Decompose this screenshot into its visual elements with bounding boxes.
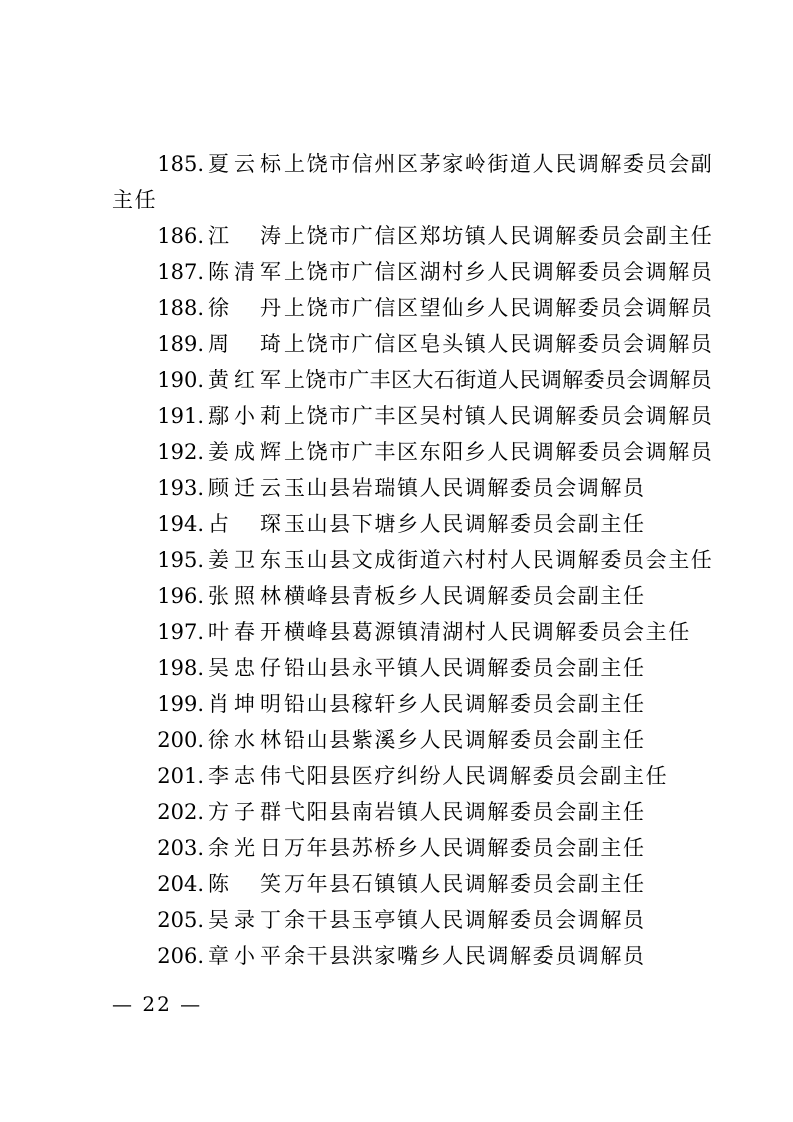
entry-number: 206.	[157, 944, 204, 968]
entry-name: 顾迁云	[208, 476, 282, 500]
list-item	[112, 290, 712, 326]
entry-name: 徐 丹	[208, 296, 282, 320]
entry-description: 玉山县岩瑞镇人民调解委员会调解员	[284, 476, 646, 500]
entry-description: 铅山县紫溪乡人民调解委员会副主任	[284, 728, 646, 752]
entry-name: 姜成辉	[208, 440, 282, 464]
entry-description: 上饶市广丰区东阳乡人民调解委员会调解员	[284, 440, 714, 464]
entry-name: 徐水林	[208, 728, 282, 752]
entry-number: 204.	[157, 872, 204, 896]
entry-name: 叶春开	[208, 620, 282, 644]
entry-number: 201.	[157, 764, 204, 788]
entry-description: 铅山县稼轩乡人民调解委员会副主任	[284, 692, 646, 716]
entry-description: 玉山县下塘乡人民调解委员会副主任	[284, 512, 646, 536]
entry-name: 黄红军	[208, 368, 282, 392]
entry-description: 上饶市信州区茅家岭街道人民调解委员会副	[284, 152, 714, 176]
entry-number: 189.	[157, 332, 204, 356]
list-item	[112, 542, 712, 578]
list-item	[112, 146, 712, 218]
entry-name: 方子群	[208, 800, 282, 824]
entry-description: 上饶市广丰区大石街道人民调解委员会调解员	[284, 368, 712, 392]
entry-name: 陈清军	[208, 260, 282, 284]
entry-description: 上饶市广信区皂头镇人民调解委员会调解员	[284, 332, 714, 356]
entry-name: 肖坤明	[208, 692, 282, 716]
entry-name: 周 琦	[208, 332, 282, 356]
list-item	[112, 650, 712, 686]
list-item	[112, 506, 712, 542]
entry-number: 203.	[157, 836, 204, 860]
entry-description: 弋阳县医疗纠纷人民调解委员会副主任	[284, 764, 669, 788]
entry-number: 196.	[157, 584, 204, 608]
list-item	[112, 614, 712, 650]
list-item	[112, 758, 712, 794]
entry-number: 195.	[157, 548, 204, 572]
entry-number: 192.	[157, 440, 204, 464]
list-item	[112, 362, 712, 398]
entry-description: 弋阳县南岩镇人民调解委员会副主任	[284, 800, 646, 824]
entry-description: 玉山县文成街道六村村人民调解委员会主任	[284, 548, 714, 572]
entry-number: 198.	[157, 656, 204, 680]
list-item	[112, 866, 712, 902]
entry-description: 横峰县青板乡人民调解委员会副主任	[284, 584, 646, 608]
entry-description: 余干县洪家嘴乡人民调解委员调解员	[284, 944, 646, 968]
entry-name: 吴忠仔	[208, 656, 282, 680]
list-item	[112, 254, 712, 290]
entry-name: 姜卫东	[208, 548, 282, 572]
entry-description: 上饶市广信区望仙乡人民调解委员会调解员	[284, 296, 714, 320]
honoree-list	[112, 146, 712, 974]
entry-number: 193.	[157, 476, 204, 500]
entry-number: 187.	[157, 260, 204, 284]
entry-name: 江 涛	[208, 224, 282, 248]
entry-number: 188.	[157, 296, 204, 320]
page-number: — 22 —	[112, 992, 203, 1016]
entry-name: 夏云标	[208, 152, 282, 176]
list-item	[112, 686, 712, 722]
entry-name: 李志伟	[208, 764, 282, 788]
list-item	[112, 218, 712, 254]
list-item	[112, 398, 712, 434]
entry-name: 张照林	[208, 584, 282, 608]
list-item	[112, 902, 712, 938]
entry-number: 200.	[157, 728, 204, 752]
entry-name: 余光日	[208, 836, 282, 860]
entry-number: 205.	[157, 908, 204, 932]
entry-description-continued: 主任	[112, 188, 158, 212]
list-item	[112, 578, 712, 614]
entry-description: 横峰县葛源镇清湖村人民调解委员会主任	[284, 620, 691, 644]
entry-number: 190.	[157, 368, 204, 392]
entry-description: 余干县玉亭镇人民调解委员会调解员	[284, 908, 646, 932]
entry-description: 万年县石镇镇人民调解委员会副主任	[284, 872, 646, 896]
entry-description: 上饶市广丰区吴村镇人民调解委员会调解员	[284, 404, 714, 428]
entry-name: 吴录丁	[208, 908, 282, 932]
list-item	[112, 794, 712, 830]
list-item	[112, 722, 712, 758]
list-item	[112, 470, 712, 506]
list-item	[112, 830, 712, 866]
entry-name: 陈 笑	[208, 872, 282, 896]
list-item	[112, 434, 712, 470]
list-item	[112, 326, 712, 362]
entry-name: 章小平	[208, 944, 282, 968]
entry-number: 197.	[157, 620, 204, 644]
entry-number: 185.	[157, 152, 204, 176]
entry-description: 上饶市广信区郑坊镇人民调解委员会副主任	[284, 224, 714, 248]
entry-name: 鄢小莉	[208, 404, 282, 428]
entry-number: 186.	[157, 224, 204, 248]
entry-description: 铅山县永平镇人民调解委员会副主任	[284, 656, 646, 680]
entry-number: 194.	[157, 512, 204, 536]
entry-description: 万年县苏桥乡人民调解委员会副主任	[284, 836, 646, 860]
entry-number: 199.	[157, 692, 204, 716]
entry-name: 占 琛	[208, 512, 282, 536]
entry-number: 202.	[157, 800, 204, 824]
list-item	[112, 938, 712, 974]
entry-description: 上饶市广信区湖村乡人民调解委员会调解员	[284, 260, 714, 284]
entry-number: 191.	[157, 404, 204, 428]
